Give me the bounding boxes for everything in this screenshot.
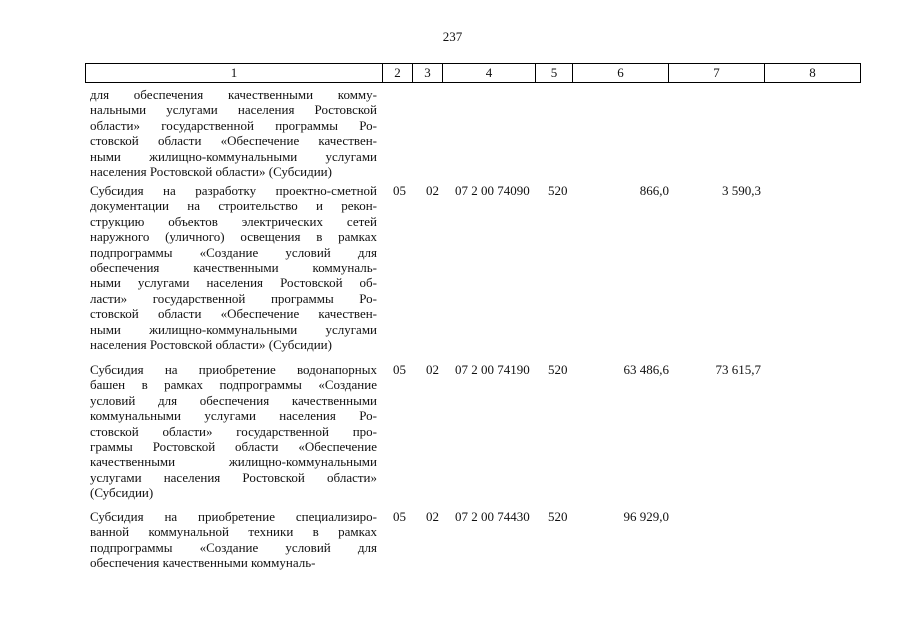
description-line: области» государственной программы Ро- — [90, 117, 377, 133]
expense-type-code: 520 — [548, 509, 568, 524]
description-line: стовской области «Обеспечение качествен- — [90, 133, 377, 149]
amount-col-7: 73 615,7 — [715, 362, 761, 377]
header-col-6: 6 — [573, 64, 669, 82]
description-line: подпрограммы «Создание условий для — [90, 539, 377, 555]
section-code: 05 — [393, 362, 406, 377]
amount-col-6: 63 486,6 — [623, 362, 669, 377]
description-line: Субсидия на приобретение специализиро- — [90, 509, 377, 524]
description-line: качественными жилищно-коммунальными — [90, 454, 377, 470]
target-article-code: 07 2 00 74190 — [455, 362, 530, 377]
row-description — [90, 509, 377, 571]
description-line: граммы Ростовской области «Обеспечение — [90, 439, 377, 455]
header-col-8: 8 — [809, 65, 816, 80]
description-line: ными жилищно-коммунальными услугами — [90, 148, 377, 164]
amount-col-6: 96 929,0 — [623, 509, 669, 524]
subsection-code: 02 — [426, 509, 439, 524]
description-line: для обеспечения качественными комму- — [90, 87, 377, 102]
description-line: населения Ростовской области» (Субсидии) — [90, 164, 332, 180]
description-line: стовской области» государственной про- — [90, 423, 377, 439]
description-line: Субсидия на приобретение водонапорных — [90, 362, 377, 377]
section-code: 05 — [393, 183, 406, 198]
expense-type-code: 520 — [548, 183, 568, 198]
target-article-code: 07 2 00 74430 — [455, 509, 530, 524]
amount-col-7: 3 590,3 — [722, 183, 761, 198]
section-code: 05 — [393, 509, 406, 524]
header-col-7: 7 — [669, 64, 765, 82]
header-col-5: 5 — [536, 64, 573, 82]
description-line: струкцию объектов электрических сетей — [90, 213, 377, 229]
expense-type-code: 520 — [548, 362, 568, 377]
subsection-code: 02 — [426, 183, 439, 198]
header-col-2: 2 — [383, 64, 413, 82]
amount-col-6: 866,0 — [639, 183, 669, 198]
subsection-code: 02 — [426, 362, 439, 377]
description-line: условий для обеспечения качественными — [90, 392, 377, 408]
target-article-code: 07 2 00 74090 — [455, 183, 530, 198]
description-line: ными услугами населения Ростовской об- — [90, 275, 377, 291]
page-number: 237 — [442, 29, 463, 44]
description-line: коммунальными услугами населения Ро- — [90, 408, 377, 424]
row-description — [90, 362, 377, 501]
description-line: нальными услугами населения Ростовской — [90, 102, 377, 118]
description-line: обеспечения качественными коммуналь- — [90, 555, 316, 571]
description-line: населения Ростовской области» (Субсидии) — [90, 337, 332, 353]
table-header — [85, 63, 861, 83]
row-description — [90, 87, 377, 179]
description-line: (Субсидии) — [90, 485, 154, 501]
header-col-4: 4 — [443, 64, 536, 82]
header-col-3: 3 — [413, 64, 443, 82]
description-line: услугами населения Ростовской области» — [90, 469, 377, 485]
description-line: Субсидия на разработку проектно-сметной — [90, 183, 377, 198]
description-line: башен в рамках подпрограммы «Создание — [90, 377, 377, 393]
description-line: документации на строительство и рекон- — [90, 198, 377, 214]
description-line: стовской области «Обеспечение качествен- — [90, 306, 377, 322]
description-line: подпрограммы «Создание условий для — [90, 244, 377, 260]
description-line: обеспечения качественными коммуналь- — [90, 260, 377, 276]
description-line: ванной коммунальной техники в рамках — [90, 524, 377, 540]
row-description — [90, 183, 377, 352]
description-line: ласти» государственной программы Ро- — [90, 290, 377, 306]
description-line: ными жилищно-коммунальными услугами — [90, 321, 377, 337]
description-line: наружного (уличного) освещения в рамках — [90, 229, 377, 245]
header-col-1: 1 — [86, 64, 383, 82]
